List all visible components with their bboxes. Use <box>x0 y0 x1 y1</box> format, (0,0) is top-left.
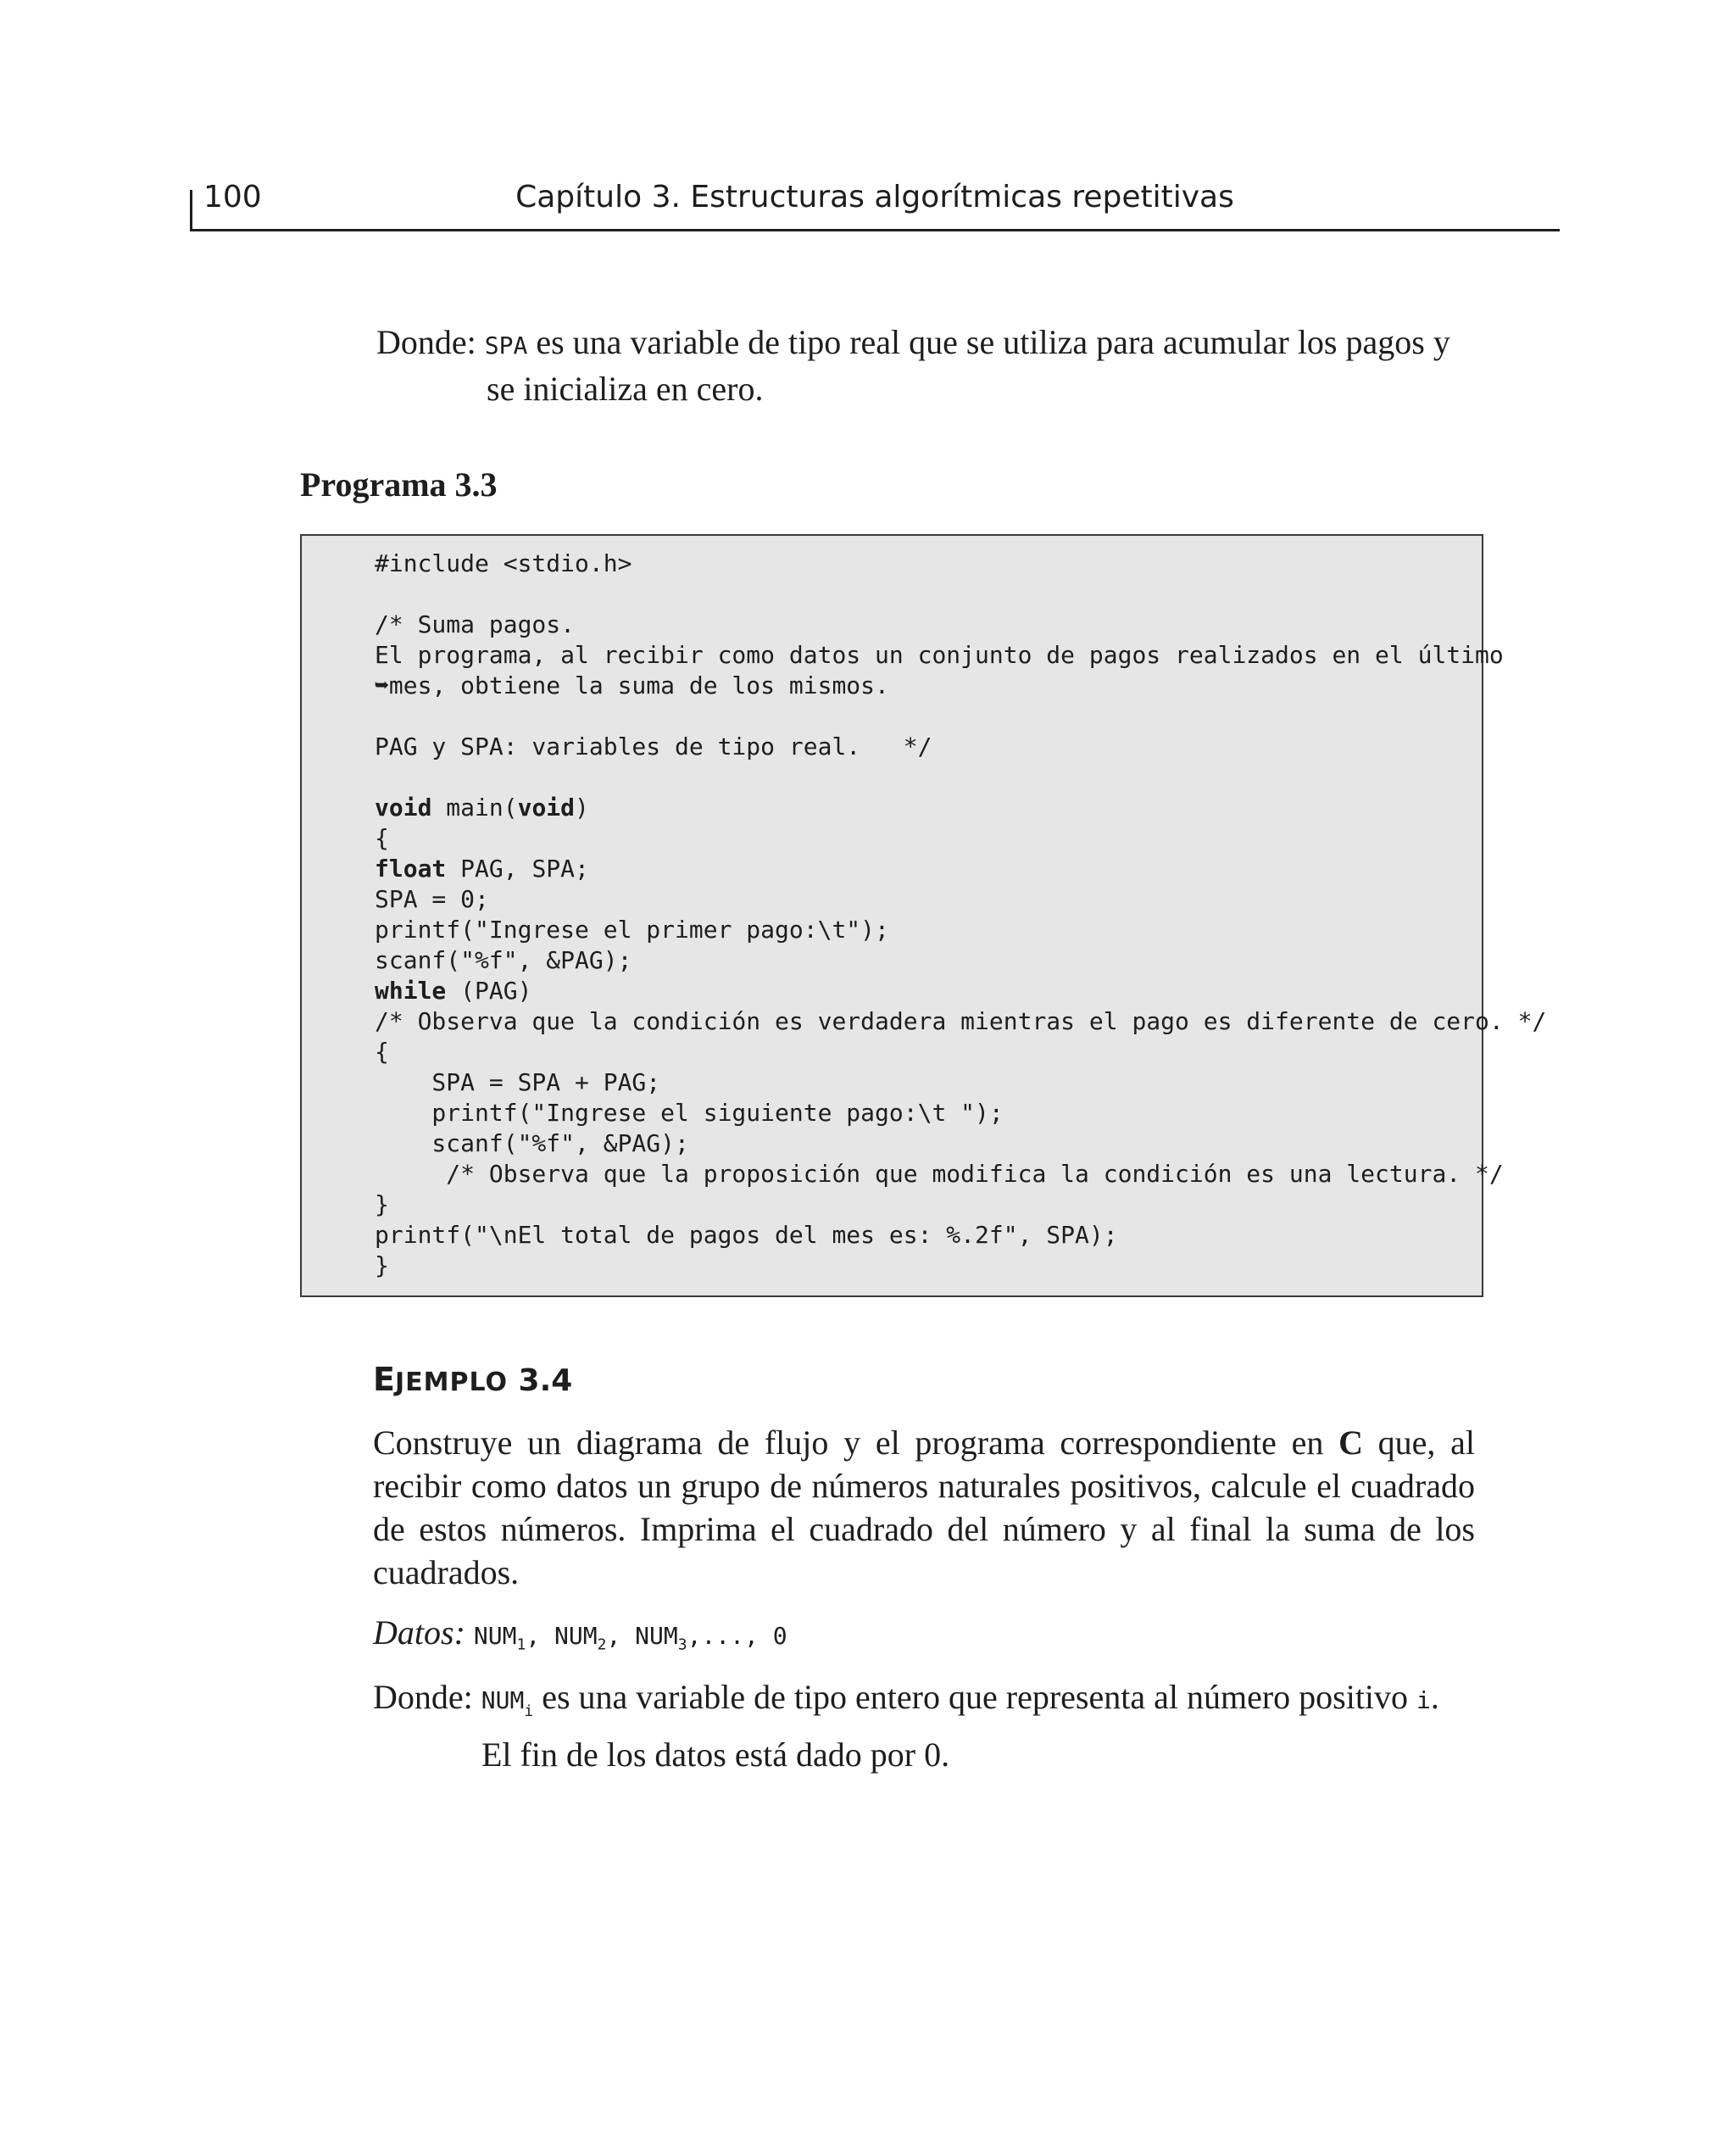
donde-num-text-1: es una variable de tipo entero que representa al número positivo <box>533 1678 1417 1716</box>
donde-num-paragraph <box>373 1675 1483 1776</box>
code-line <box>375 823 1546 854</box>
code-keyword: void <box>517 794 576 822</box>
code-line <box>375 945 1546 976</box>
code-text: } <box>375 1190 389 1218</box>
program-title: Programa 3.3 <box>300 465 498 504</box>
code-keyword: void <box>375 794 432 822</box>
code-line <box>375 762 1546 793</box>
example-statement <box>373 1421 1475 1594</box>
code-listing-box <box>300 534 1547 1297</box>
code-text: /* Observa que la condición es verdadera mientras el pago es diferente de cero. */ <box>375 1007 1547 1035</box>
donde-spa-paragraph <box>376 320 1461 410</box>
code-line <box>375 884 1546 915</box>
code-line <box>375 915 1546 945</box>
code-text: /* Suma pagos. <box>375 610 576 638</box>
code-text: SPA = SPA + PAG; <box>375 1068 661 1096</box>
donde-label: Donde: <box>376 323 476 361</box>
numi-subscript: i <box>524 1702 534 1720</box>
example-number: 3.4 <box>508 1363 573 1398</box>
code-text: scanf("%f", &PAG); <box>375 1129 689 1157</box>
code-line <box>375 1098 1546 1128</box>
code-line <box>375 854 1546 884</box>
datos-values <box>473 1622 787 1654</box>
code-text: ➥mes, obtiene la suma de los mismos. <box>375 671 889 699</box>
code-line <box>375 701 1546 732</box>
datos-sep1: , <box>526 1622 555 1650</box>
datos-tail: ,..., 0 <box>687 1622 787 1650</box>
code-line <box>375 732 1546 762</box>
donde-spa-text-1: es una variable de tipo real que se utiliza para acumular los pagos y <box>527 323 1450 361</box>
donde-num-line2: El fin de los datos está dado por 0. <box>481 1735 950 1774</box>
code-keyword: float <box>375 855 447 883</box>
code-line <box>375 549 1546 579</box>
code-text: printf("\nEl total de pagos del mes es: %.2f", SPA); <box>375 1221 1118 1249</box>
example-title <box>373 1360 572 1402</box>
datos-num1: NUM <box>473 1622 517 1650</box>
code-line <box>375 1037 1546 1067</box>
code-text: { <box>375 824 389 852</box>
code-line <box>375 1128 1546 1159</box>
example-prefix-initial: E <box>373 1361 395 1398</box>
code-line <box>375 976 1546 1006</box>
code-text: } <box>375 1251 389 1279</box>
statement-text-1: Construye un diagrama de flujo y el programa correspondiente en <box>373 1423 1339 1462</box>
datos-line <box>373 1611 787 1667</box>
datos-label: Datos: <box>373 1613 465 1652</box>
code-line <box>375 671 1546 701</box>
datos-sub2: 2 <box>597 1635 607 1654</box>
datos-sep2: , <box>606 1622 636 1650</box>
code-text: PAG, SPA; <box>446 855 589 883</box>
code-text: { <box>375 1038 389 1066</box>
donde-spa-line2: se inicializa en cero. <box>487 370 764 408</box>
code-line <box>375 579 1546 610</box>
code-text: PAG y SPA: variables de tipo real. */ <box>375 733 932 760</box>
code-text: (PAG) <box>446 977 532 1005</box>
donde-num-line1 <box>373 1675 1483 1733</box>
code-line <box>375 1189 1546 1220</box>
code-line <box>375 1220 1546 1251</box>
code-keyword: while <box>375 977 447 1005</box>
donde-label-2: Donde: <box>373 1678 473 1716</box>
code-text: ) <box>575 794 589 822</box>
i-variable: i <box>1416 1686 1431 1714</box>
numi-variable: NUM <box>481 1686 525 1714</box>
code-line <box>375 610 1546 640</box>
page-number: 100 <box>203 180 262 214</box>
example-prefix-smallcaps: JEMPLO <box>394 1368 509 1397</box>
donde-num-period: . <box>1430 1678 1439 1716</box>
datos-num3: NUM <box>635 1622 678 1650</box>
code-line <box>375 1006 1546 1037</box>
code-line <box>375 1251 1546 1281</box>
chapter-title: Capítulo 3. Estructuras algorítmicas repetitivas <box>515 180 1234 214</box>
spa-variable: SPA <box>484 331 528 359</box>
code-text: /* Observa que la proposición que modifica la condición es una lectura. */ <box>375 1160 1504 1188</box>
code-text: El programa, al recibir como datos un conjunto de pagos realizados en el último <box>375 641 1504 669</box>
code-text: #include <stdio.h> <box>375 549 632 577</box>
donde-spa-line1 <box>376 320 1461 367</box>
statement-text-2: que, al recibir como datos un grupo de números naturales positivos, calcule el cuadrado de estos números. Imprima el cuadrado del número y al final la suma de los cuadrados. <box>373 1423 1476 1591</box>
code-line <box>375 640 1546 671</box>
code-text: printf("Ingrese el siguiente pago:\t "); <box>375 1099 1004 1127</box>
code-line <box>375 1067 1546 1098</box>
code-text: main( <box>431 794 518 822</box>
code-text: printf("Ingrese el primer pago:\t"); <box>375 916 889 944</box>
running-header <box>190 178 1560 231</box>
datos-sub3: 3 <box>677 1635 687 1654</box>
code-text: scanf("%f", &PAG); <box>375 946 632 974</box>
code-text: SPA = 0; <box>375 885 489 913</box>
code-line <box>375 793 1546 823</box>
code-line <box>375 1159 1546 1189</box>
datos-num2: NUM <box>554 1622 598 1650</box>
datos-sub1: 1 <box>516 1635 526 1654</box>
code-lines <box>375 549 1546 1281</box>
statement-bold-c: C <box>1338 1423 1363 1462</box>
